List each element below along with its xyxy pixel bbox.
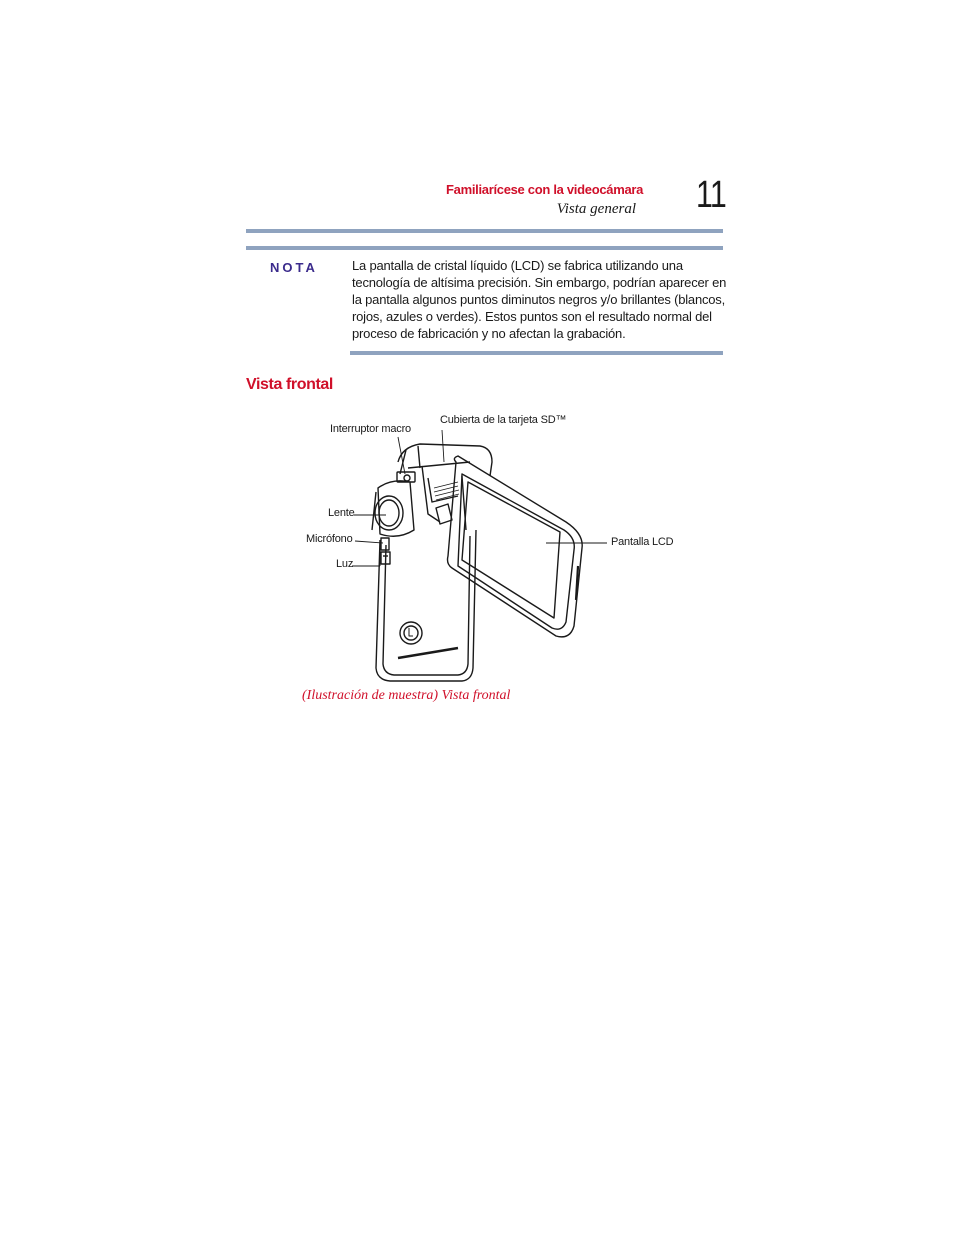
lens-icon (375, 496, 403, 530)
lens-barrel (372, 481, 414, 536)
note-line: La pantalla de cristal líquido (LCD) se fabrica utilizando una (352, 258, 683, 273)
section-heading: Vista frontal (246, 376, 333, 393)
callout-microphone: Micrófono (306, 533, 353, 545)
note-line: proceso de fabricación y no afectan la grabación. (352, 326, 626, 341)
note-line: la pantalla algunos puntos diminutos negros y/o brillantes (blancos, (352, 292, 726, 307)
page-number: 11 (696, 174, 726, 216)
section-subtitle: Vista general (556, 201, 636, 217)
chapter-title: Familiarícese con la videocámara (446, 182, 644, 197)
callout-sd-cover: Cubierta de la tarjeta SD™ (440, 414, 567, 426)
callout-macro-switch: Interruptor macro (330, 423, 411, 435)
note-label: NOTA (270, 260, 318, 275)
lcd-screen (462, 482, 560, 618)
figure-caption: (Ilustración de muestra) Vista frontal (302, 688, 511, 703)
note-line: tecnología de altísima precisión. Sin embargo, podrían aparecer en (352, 275, 727, 290)
camera-body (376, 530, 476, 681)
leader-mic (355, 541, 383, 543)
callout-lens: Lente (328, 507, 355, 519)
leader-sd (442, 430, 444, 462)
note-line: rojos, azules o verdes). Estos puntos son el resultado normal del (352, 309, 712, 324)
microphone-icon (381, 538, 389, 550)
callout-lcd-screen: Pantalla LCD (611, 536, 674, 548)
power-button-icon (400, 622, 422, 644)
callout-light: Luz (336, 558, 354, 570)
